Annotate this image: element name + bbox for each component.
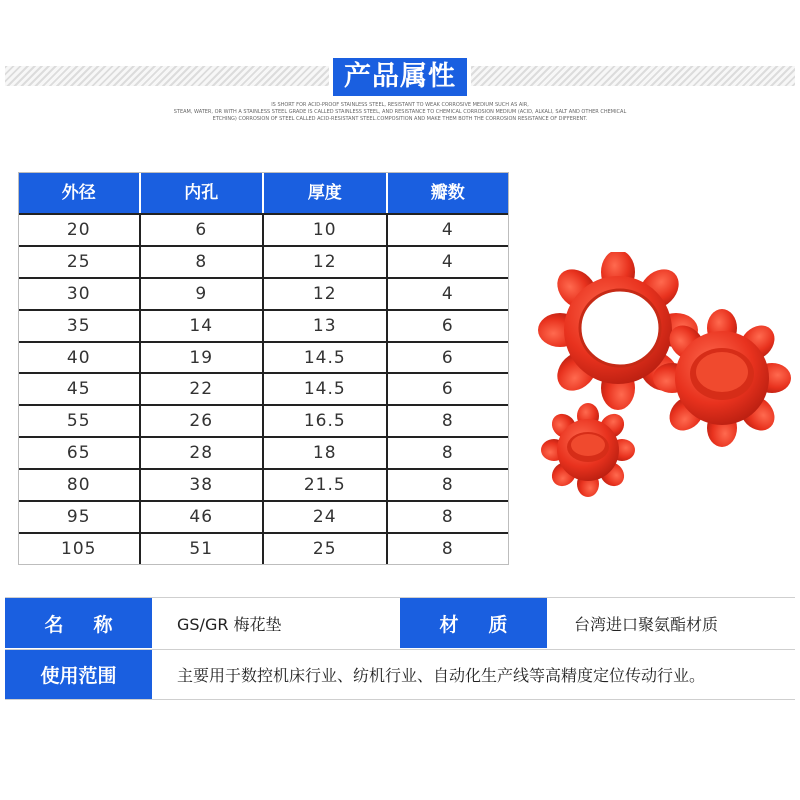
thickness-cell: 16.5	[264, 406, 388, 436]
petal-count-cell: 4	[441, 220, 454, 240]
name-value: GS/GR 梅花垫	[177, 614, 282, 634]
material-label: 材质	[400, 598, 547, 648]
table-row	[19, 532, 508, 564]
thickness-cell: 12	[264, 247, 388, 277]
table-row	[19, 245, 508, 277]
table-row	[19, 341, 508, 373]
usage-label: 使用范围	[5, 650, 152, 699]
thickness-cell: 10	[264, 215, 388, 245]
info-table	[5, 597, 795, 700]
outer-diameter-cell: 25	[19, 247, 141, 277]
outer-diameter-cell: 80	[19, 470, 141, 500]
spec-table-header	[19, 173, 508, 213]
outer-diameter-cell: 95	[19, 502, 141, 532]
thickness-cell: 18	[264, 438, 388, 468]
bore-cell: 22	[141, 374, 265, 404]
petal-count-cell: 4	[441, 283, 454, 304]
table-row	[19, 277, 508, 309]
header-petal-count: 瓣数	[388, 173, 509, 213]
petal-count-cell: 8	[441, 507, 454, 528]
table-row	[19, 468, 508, 500]
outer-diameter-cell: 55	[19, 406, 141, 436]
petal-count-cell: 8	[441, 475, 454, 496]
bore-cell: 38	[141, 470, 265, 500]
thickness-cell: 14.5	[264, 374, 388, 404]
bore-cell: 51	[141, 534, 265, 564]
outer-diameter-cell: 45	[19, 374, 141, 404]
petal-count-cell: 8	[441, 411, 454, 432]
page-title: 产品属性	[333, 58, 467, 96]
info-row-name-material	[5, 598, 795, 648]
bore-cell: 28	[141, 438, 265, 468]
thickness-cell: 25	[264, 534, 388, 564]
table-row	[19, 309, 508, 341]
table-row	[19, 500, 508, 532]
outer-diameter-cell: 105	[19, 534, 141, 564]
thickness-cell: 21.5	[264, 470, 388, 500]
spider-right	[653, 309, 791, 447]
bore-cell: 19	[141, 343, 265, 373]
spec-table	[18, 172, 509, 565]
header-outer-diameter: 外径	[19, 173, 141, 213]
table-row	[19, 372, 508, 404]
material-value: 台湾进口聚氨酯材质	[574, 614, 719, 634]
table-row	[19, 436, 508, 468]
petal-count-cell: 4	[441, 251, 454, 272]
petal-count-cell: 6	[441, 315, 454, 336]
bore-cell: 8	[141, 247, 265, 277]
petal-count-cell: 6	[441, 347, 454, 368]
outer-diameter-cell: 65	[19, 438, 141, 468]
bore-cell: 6	[141, 215, 265, 245]
usage-value: 主要用于数控机床行业、纺机行业、自动化生产线等高精度定位传动行业。	[177, 666, 706, 685]
info-row-usage	[5, 649, 795, 699]
product-image	[530, 252, 792, 502]
table-row	[19, 213, 508, 245]
bore-cell: 46	[141, 502, 265, 532]
thickness-cell: 24	[264, 502, 388, 532]
thickness-cell: 12	[264, 279, 388, 309]
name-label: 名称	[5, 598, 152, 648]
outer-diameter-cell: 35	[19, 311, 141, 341]
subtitle-line: STEAM, WATER, OR WITH A STAINLESS STEEL GRADE IS CALLED STAINLESS STEEL, AND RESISTANCE TO CHEMICAL CORROSION MEDIUM (ACID, ALKALI, SALT AND OTHER CHEMICAL	[173, 109, 627, 115]
outer-diameter-cell: 40	[19, 343, 141, 373]
bore-cell: 9	[141, 279, 265, 309]
header-bore: 内孔	[141, 173, 265, 213]
table-row	[19, 404, 508, 436]
thickness-cell: 13	[264, 311, 388, 341]
petal-count-cell: 6	[441, 379, 454, 400]
outer-diameter-cell: 20	[19, 215, 141, 245]
petal-count-cell: 8	[441, 538, 454, 559]
subtitle-line: IS SHORT FOR ACID-PROOF STAINLESS STEEL, RESISTANT TO WEAK CORROSIVE MEDIUM SUCH AS AIR,	[271, 102, 529, 108]
petal-count-cell: 8	[441, 443, 454, 464]
bore-cell: 26	[141, 406, 265, 436]
bore-cell: 14	[141, 311, 265, 341]
spider-small	[541, 403, 635, 497]
subtitle-line: ETCHING) CORROSION OF STEEL CALLED ACID-RESISTANT STEEL.COMPOSITION AND MAKE THEM BOTH THE CORROSION RESISTANCE OF DIFFERENT.	[212, 116, 588, 122]
header-thickness: 厚度	[264, 173, 388, 213]
header-subtitle	[140, 102, 660, 123]
thickness-cell: 14.5	[264, 343, 388, 373]
outer-diameter-cell: 30	[19, 279, 141, 309]
